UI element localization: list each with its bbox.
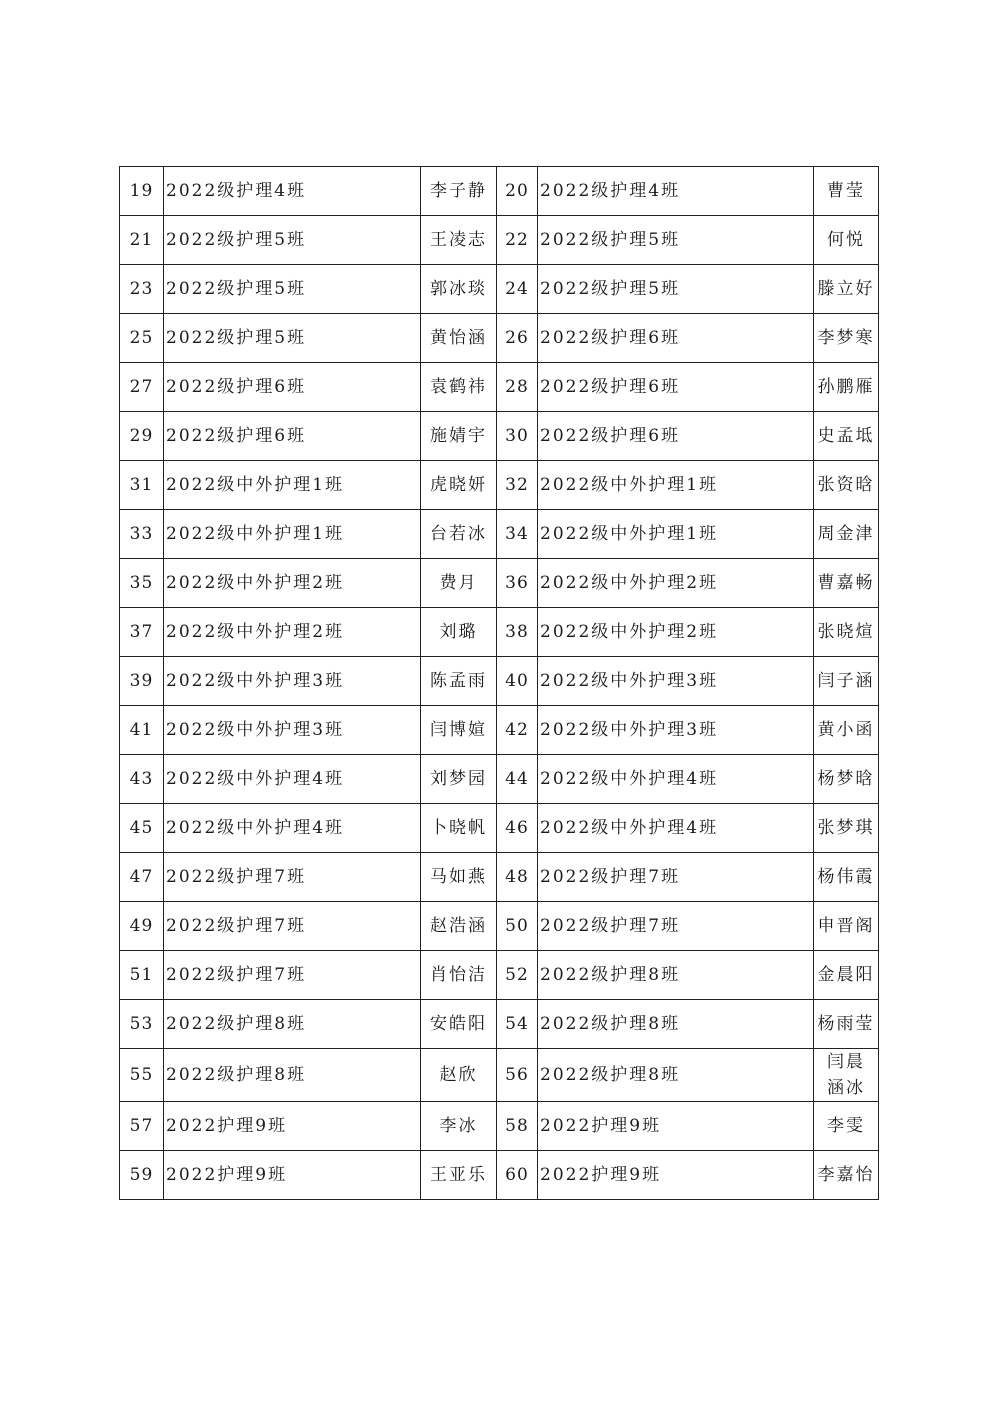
class-name: 2022级护理8班 [164, 1049, 421, 1102]
student-number: 50 [497, 902, 538, 951]
student-number: 27 [120, 363, 164, 412]
student-number: 40 [497, 657, 538, 706]
student-name: 张资晗 [814, 461, 879, 510]
student-name: 台若冰 [421, 510, 497, 559]
student-number: 30 [497, 412, 538, 461]
class-name: 2022级护理8班 [538, 951, 814, 1000]
table-row [120, 804, 879, 853]
student-name: 闫晨涵冰 [814, 1049, 879, 1102]
student-name: 虎晓妍 [421, 461, 497, 510]
student-number: 23 [120, 265, 164, 314]
table-row [120, 167, 879, 216]
student-name: 王凌志 [421, 216, 497, 265]
table-row [120, 1049, 879, 1102]
student-name: 金晨阳 [814, 951, 879, 1000]
student-name: 袁鹤祎 [421, 363, 497, 412]
student-number: 22 [497, 216, 538, 265]
student-name: 黄怡涵 [421, 314, 497, 363]
class-name: 2022级中外护理2班 [164, 608, 421, 657]
student-name: 安皓阳 [421, 1000, 497, 1049]
student-number: 53 [120, 1000, 164, 1049]
student-name: 滕立好 [814, 265, 879, 314]
table-row [120, 363, 879, 412]
student-name: 赵浩涵 [421, 902, 497, 951]
student-number: 39 [120, 657, 164, 706]
table-row [120, 951, 879, 1000]
student-name: 王亚乐 [421, 1151, 497, 1200]
class-name: 2022级中外护理4班 [538, 755, 814, 804]
student-number: 37 [120, 608, 164, 657]
table-row [120, 314, 879, 363]
table-row [120, 706, 879, 755]
student-number: 36 [497, 559, 538, 608]
student-number: 38 [497, 608, 538, 657]
class-name: 2022级中外护理4班 [164, 804, 421, 853]
student-name: 杨梦晗 [814, 755, 879, 804]
class-name: 2022级护理6班 [164, 412, 421, 461]
student-name: 闫子涵 [814, 657, 879, 706]
student-name: 曹嘉畅 [814, 559, 879, 608]
class-name: 2022级护理4班 [538, 167, 814, 216]
student-name: 李子静 [421, 167, 497, 216]
student-number: 31 [120, 461, 164, 510]
class-name: 2022级护理6班 [538, 363, 814, 412]
class-name: 2022级中外护理2班 [538, 559, 814, 608]
class-name: 2022级护理8班 [538, 1000, 814, 1049]
class-name: 2022级护理5班 [538, 265, 814, 314]
student-number: 60 [497, 1151, 538, 1200]
class-name: 2022护理9班 [538, 1151, 814, 1200]
student-name: 陈孟雨 [421, 657, 497, 706]
class-name: 2022护理9班 [164, 1102, 421, 1151]
student-number: 49 [120, 902, 164, 951]
class-name: 2022级护理4班 [164, 167, 421, 216]
student-number: 44 [497, 755, 538, 804]
student-number: 48 [497, 853, 538, 902]
student-number: 32 [497, 461, 538, 510]
student-name: 卜晓帆 [421, 804, 497, 853]
student-number: 35 [120, 559, 164, 608]
student-number: 59 [120, 1151, 164, 1200]
class-name: 2022级中外护理4班 [164, 755, 421, 804]
student-name: 李冰 [421, 1102, 497, 1151]
student-number: 41 [120, 706, 164, 755]
table-row [120, 510, 879, 559]
table-row [120, 216, 879, 265]
student-name: 张晓煊 [814, 608, 879, 657]
class-name: 2022护理9班 [164, 1151, 421, 1200]
roster-body [120, 167, 879, 1200]
student-number: 26 [497, 314, 538, 363]
table-row [120, 461, 879, 510]
student-name: 申晋阁 [814, 902, 879, 951]
class-name: 2022级中外护理1班 [538, 461, 814, 510]
student-name: 肖怡洁 [421, 951, 497, 1000]
student-number: 42 [497, 706, 538, 755]
table-row [120, 559, 879, 608]
student-number: 25 [120, 314, 164, 363]
student-number: 47 [120, 853, 164, 902]
class-name: 2022级护理5班 [164, 314, 421, 363]
table-row [120, 902, 879, 951]
class-name: 2022护理9班 [538, 1102, 814, 1151]
class-name: 2022级护理7班 [538, 902, 814, 951]
class-name: 2022级护理6班 [538, 314, 814, 363]
student-number: 43 [120, 755, 164, 804]
student-name: 李梦寒 [814, 314, 879, 363]
student-number: 56 [497, 1049, 538, 1102]
student-number: 54 [497, 1000, 538, 1049]
student-number: 51 [120, 951, 164, 1000]
table-row [120, 657, 879, 706]
student-name: 马如燕 [421, 853, 497, 902]
student-name: 黄小函 [814, 706, 879, 755]
student-number: 20 [497, 167, 538, 216]
table-row [120, 608, 879, 657]
table-row [120, 853, 879, 902]
table-row [120, 755, 879, 804]
class-name: 2022级中外护理3班 [164, 657, 421, 706]
table-row [120, 412, 879, 461]
student-number: 55 [120, 1049, 164, 1102]
student-number: 24 [497, 265, 538, 314]
class-name: 2022级中外护理3班 [538, 706, 814, 755]
student-name: 史孟坻 [814, 412, 879, 461]
student-name: 杨伟霞 [814, 853, 879, 902]
student-name: 赵欣 [421, 1049, 497, 1102]
class-name: 2022级护理5班 [538, 216, 814, 265]
table-row [120, 1151, 879, 1200]
student-name: 施婧宇 [421, 412, 497, 461]
class-name: 2022级中外护理4班 [538, 804, 814, 853]
student-number: 57 [120, 1102, 164, 1151]
class-name: 2022级中外护理1班 [164, 510, 421, 559]
student-name: 曹莹 [814, 167, 879, 216]
table-row [120, 1000, 879, 1049]
student-number: 45 [120, 804, 164, 853]
class-name: 2022级护理5班 [164, 216, 421, 265]
student-name: 郭冰琰 [421, 265, 497, 314]
student-name: 杨雨莹 [814, 1000, 879, 1049]
student-name: 周金津 [814, 510, 879, 559]
student-number: 33 [120, 510, 164, 559]
student-number: 19 [120, 167, 164, 216]
class-name: 2022级中外护理2班 [164, 559, 421, 608]
class-name: 2022级中外护理3班 [164, 706, 421, 755]
student-number: 21 [120, 216, 164, 265]
student-number: 52 [497, 951, 538, 1000]
student-number: 58 [497, 1102, 538, 1151]
student-name: 孙鹏雁 [814, 363, 879, 412]
class-name: 2022级中外护理1班 [164, 461, 421, 510]
class-name: 2022级护理8班 [538, 1049, 814, 1102]
class-name: 2022级中外护理1班 [538, 510, 814, 559]
class-name: 2022级护理7班 [164, 902, 421, 951]
roster-table [119, 166, 879, 1200]
class-name: 2022级中外护理3班 [538, 657, 814, 706]
class-name: 2022级护理7班 [164, 951, 421, 1000]
class-name: 2022级护理6班 [538, 412, 814, 461]
class-name: 2022级护理8班 [164, 1000, 421, 1049]
student-name: 费月 [421, 559, 497, 608]
class-name: 2022级护理7班 [164, 853, 421, 902]
student-name: 何悦 [814, 216, 879, 265]
class-name: 2022级护理5班 [164, 265, 421, 314]
student-number: 46 [497, 804, 538, 853]
student-name: 李嘉怡 [814, 1151, 879, 1200]
student-name: 刘璐 [421, 608, 497, 657]
class-name: 2022级护理7班 [538, 853, 814, 902]
table-row [120, 1102, 879, 1151]
student-number: 28 [497, 363, 538, 412]
table-row [120, 265, 879, 314]
class-name: 2022级中外护理2班 [538, 608, 814, 657]
student-number: 34 [497, 510, 538, 559]
student-name: 刘梦园 [421, 755, 497, 804]
student-name: 闫博媗 [421, 706, 497, 755]
student-number: 29 [120, 412, 164, 461]
student-name: 张梦琪 [814, 804, 879, 853]
class-name: 2022级护理6班 [164, 363, 421, 412]
student-name: 李雯 [814, 1102, 879, 1151]
